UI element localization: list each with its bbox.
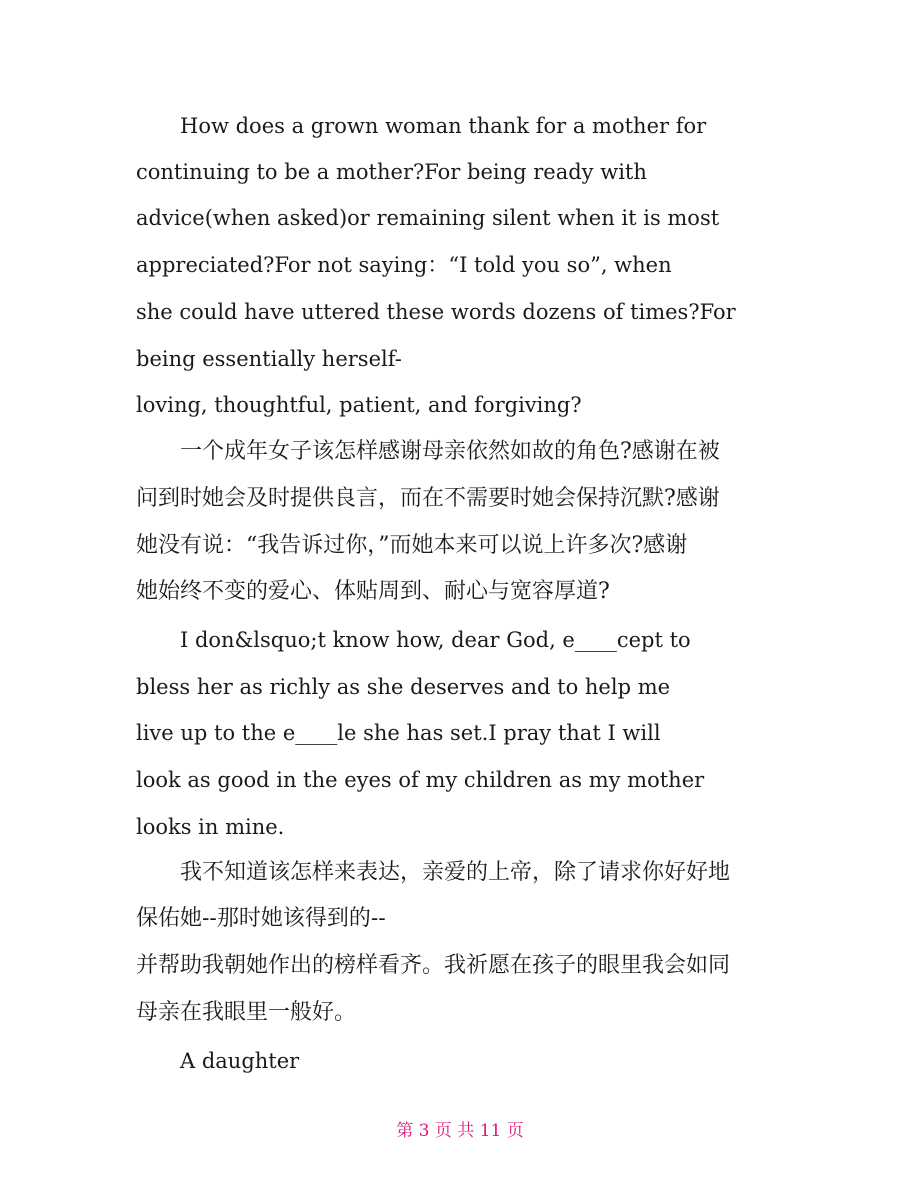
page-number-footer: 第 3 页 共 11 页 — [396, 1121, 524, 1141]
text-line: 一个成年女子该怎样感谢母亲依然如故的角色?感谢在被 — [180, 439, 720, 464]
text-line: 她始终不变的爱心、体贴周到、耐心与宽容厚道? — [136, 579, 610, 604]
text-line: I don&lsquo;t know how, dear God, e____cept to — [180, 628, 691, 652]
text-line: advice(when asked)or remaining silent when it is most — [136, 206, 720, 230]
text-line: being essentially herself- — [136, 347, 402, 371]
text-line: continuing to be a mother?For being ready with — [136, 160, 647, 184]
text-line: 母亲在我眼里一般好。 — [136, 1000, 357, 1025]
text-line: look as good in the eyes of my children as my mother — [136, 768, 705, 792]
text-line: looks in mine. — [136, 815, 285, 839]
text-line: bless her as richly as she deserves and to help me — [136, 675, 671, 699]
text-line: 保佑她--那时她该得到的-- — [136, 906, 386, 931]
text-line: 我不知道该怎样来表达，亲爱的上帝，除了请求你好好地 — [180, 860, 731, 885]
text-line: 并帮助我朝她作出的榜样看齐。我祈愿在孩子的眼里我会如同 — [136, 953, 731, 978]
text-line: 她没有说：“我告诉过你，”而她本来可以说上许多次?感谢 — [136, 533, 688, 558]
text-line: appreciated?For not saying：“I told you so”, when — [136, 253, 672, 277]
signature-line: A daughter — [180, 1049, 300, 1073]
text-line: 问到时她会及时提供良言，而在不需要时她会保持沉默?感谢 — [136, 486, 720, 511]
text-line: live up to the e____le she has set.I pray that I will — [136, 721, 661, 745]
text-line: loving, thoughtful, patient, and forgiving? — [136, 393, 582, 417]
text-line: How does a grown woman thank for a mother for — [180, 114, 707, 138]
text-line: she could have uttered these words dozens of times?For — [136, 300, 736, 324]
